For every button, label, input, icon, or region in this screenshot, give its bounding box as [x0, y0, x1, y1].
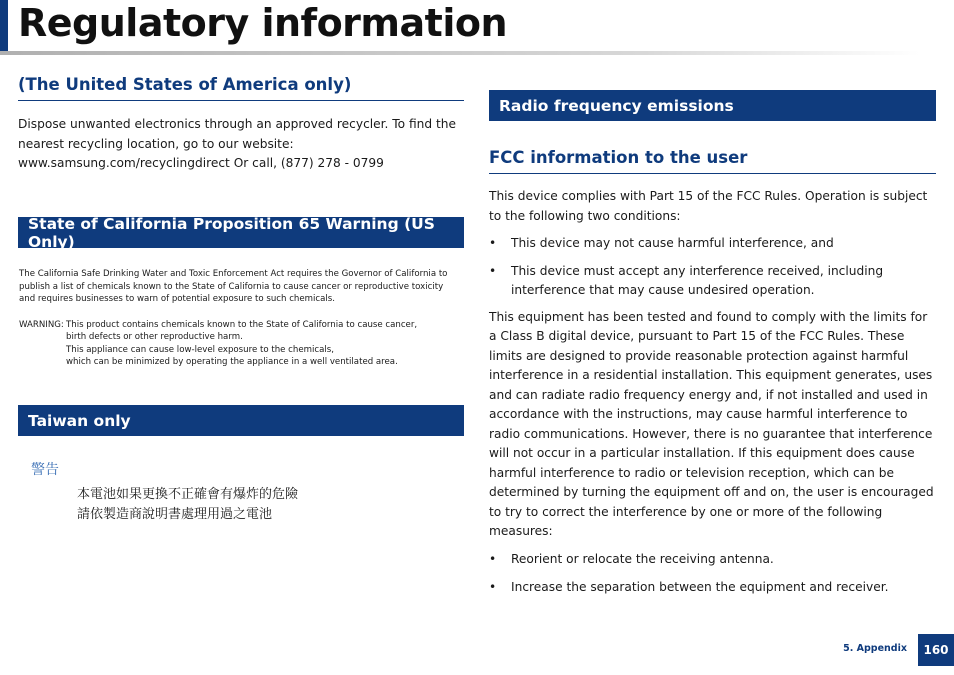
- page-title: Regulatory information: [18, 1, 508, 45]
- page-number: 160: [918, 634, 954, 666]
- taiwan-warning-label: 警告: [31, 462, 59, 478]
- bullet-icon: •: [489, 580, 497, 594]
- prop65-warning: [19, 319, 459, 369]
- taiwan-notice: [31, 460, 451, 525]
- usa-recycling-text: Dispose unwanted electronics through an approved recycler. To find the nearest recycling location, go to our website: www.samsung.com/recyclingdirect Or call, (877) 278 - 0799: [18, 117, 457, 170]
- fcc-heading: FCC information to the user: [489, 148, 748, 167]
- fcc-heading-rule: [489, 173, 936, 174]
- usa-heading: (The United States of America only): [18, 75, 352, 94]
- warning-line: birth defects or other reproductive harm.: [66, 332, 243, 342]
- taiwan-line: 本電池如果更換不正確會有爆炸的危險: [77, 487, 299, 502]
- prop65-band: State of California Proposition 65 Warning (US Only): [18, 217, 464, 248]
- fcc-body: This equipment has been tested and found to comply with the limits for a Class B digital device, pursuant to Part 15 of the FCC Rules. These limits are designed to provide reasonable protection against harmful interference in a residential installation. This equipment generates, uses and can radiate radio frequency energy and, if not installed and used in accordance with the instructions, may cause harmful interference to radio communications. However, there is no guarantee that interference will not occur in a particular installation. If this equipment does cause harmful interference to radio or television reception, which can be determined by turning the equipment off and on, the user is encouraged to try to correct the interference by one or more of the following measures:: [489, 309, 934, 538]
- list-item: [489, 234, 936, 254]
- warning-line: This appliance can cause low-level exposure to the chemicals,: [66, 344, 334, 355]
- condition-text: This device may not cause harmful interference, and: [511, 236, 834, 250]
- title-divider: [0, 51, 920, 55]
- bullet-icon: •: [489, 236, 497, 250]
- condition-text: This device must accept any interference received, including interference that may cause undesired operation.: [511, 263, 884, 297]
- rf-emissions-band: Radio frequency emissions: [489, 90, 936, 121]
- footer-section-label: 5. Appendix: [843, 643, 907, 654]
- warning-line: which can be minimized by operating the appliance in a well ventilated area.: [66, 357, 398, 367]
- taiwan-band: Taiwan only: [18, 405, 464, 436]
- measure-text: Reorient or relocate the receiving antenna.: [511, 551, 774, 566]
- measure-text: Increase the separation between the equipment and receiver.: [511, 580, 889, 594]
- warning-line: This product contains chemicals known to the State of California to cause cancer,: [66, 319, 418, 330]
- title-accent-bar: [0, 0, 8, 52]
- taiwan-line: 請依製造商說明書處理用過之電池: [77, 507, 273, 522]
- prop65-notice: [19, 268, 459, 369]
- prop65-paragraph: The California Safe Drinking Water and Toxic Enforcement Act requires the Governor of California to publish a list of chemicals known to the State of California to cause cancer or reproductive toxicity and requires businesses to warn of potential exposure to such chemicals.: [19, 269, 448, 304]
- fcc-intro: This device complies with Part 15 of the FCC Rules. Operation is subject to the following two conditions:: [489, 189, 928, 223]
- fcc-section: [489, 148, 936, 598]
- list-item: [489, 262, 936, 301]
- bullet-icon: •: [489, 263, 497, 278]
- usa-heading-rule: [18, 100, 464, 101]
- list-item: [489, 550, 936, 570]
- warning-label: WARNING:: [19, 319, 64, 330]
- list-item: [489, 578, 936, 598]
- bullet-icon: •: [489, 551, 497, 566]
- usa-section: [18, 75, 464, 174]
